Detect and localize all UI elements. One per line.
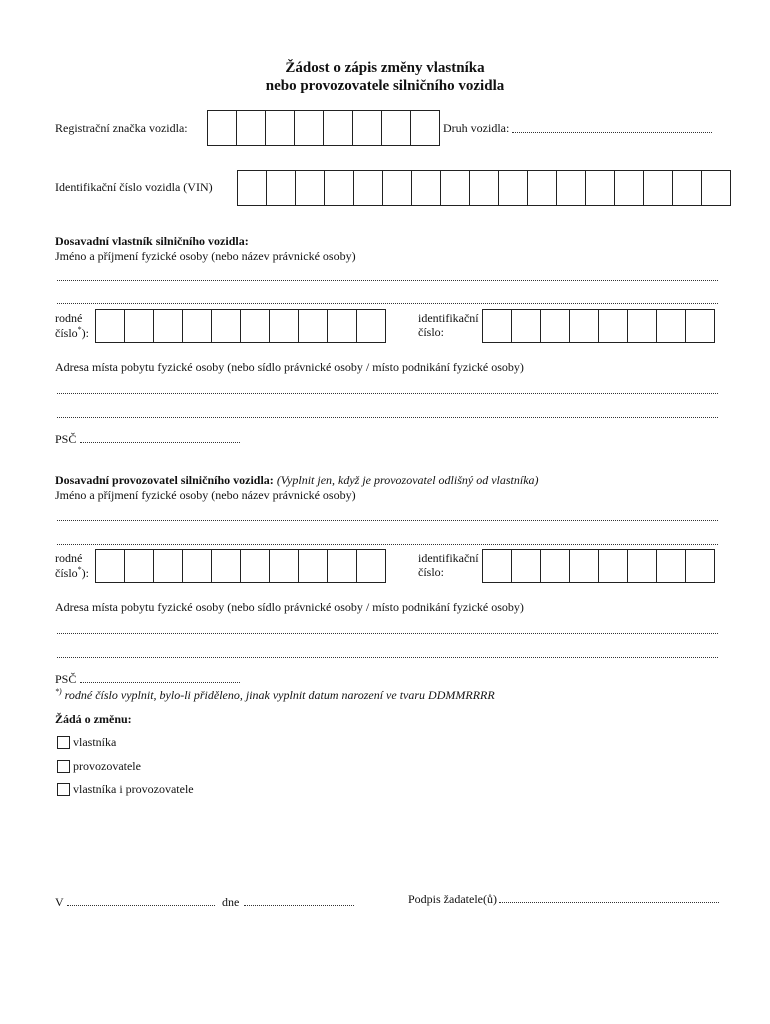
reg-box[interactable] [294, 111, 323, 145]
rc-box[interactable] [96, 550, 124, 582]
rc-box[interactable] [96, 310, 124, 342]
operator-rc-label-2: číslo*): [55, 565, 90, 580]
checkbox-owner-and-operator[interactable] [57, 783, 70, 796]
vin-box[interactable] [266, 171, 295, 205]
ic-box[interactable] [656, 550, 685, 582]
checkbox-operator-label: provozovatele [73, 759, 141, 773]
signature-label: Podpis žadatele(ů) [408, 892, 497, 906]
vin-box[interactable] [498, 171, 527, 205]
owner-id-number-boxes[interactable] [482, 309, 715, 343]
date-label: dne [222, 895, 240, 909]
vin-label: Identifikační číslo vozidla (VIN) [55, 180, 213, 194]
vin-box[interactable] [324, 171, 353, 205]
vin-box[interactable] [353, 171, 382, 205]
owner-ic-label-1: identifikační [418, 311, 479, 325]
rc-box[interactable] [153, 310, 182, 342]
vin-box[interactable] [469, 171, 498, 205]
operator-name-line-1[interactable] [57, 520, 718, 521]
rc-box[interactable] [269, 550, 298, 582]
registration-plate-boxes[interactable] [207, 110, 440, 146]
checkbox-operator[interactable] [57, 760, 70, 773]
rc-box[interactable] [182, 310, 211, 342]
vin-box[interactable] [238, 171, 266, 205]
rc-box[interactable] [153, 550, 182, 582]
vin-boxes[interactable] [237, 170, 731, 206]
owner-psc-line[interactable] [80, 442, 240, 443]
reg-box[interactable] [410, 111, 439, 145]
owner-rc-label-1: rodné [55, 311, 83, 325]
form-title-line-2: nebo provozovatele silničního vozidla [265, 78, 505, 94]
registration-plate-label: Registrační značka vozidla: [55, 121, 188, 135]
rc-box[interactable] [298, 550, 327, 582]
operator-ic-label-1: identifikační [418, 551, 479, 565]
vehicle-type-line[interactable] [512, 132, 712, 133]
rc-box[interactable] [356, 310, 385, 342]
place-line[interactable] [67, 905, 215, 906]
ic-box[interactable] [598, 310, 627, 342]
rc-box[interactable] [211, 310, 240, 342]
vin-box[interactable] [440, 171, 469, 205]
vin-box[interactable] [672, 171, 701, 205]
rc-box[interactable] [269, 310, 298, 342]
ic-box[interactable] [569, 310, 598, 342]
ic-box[interactable] [569, 550, 598, 582]
operator-ic-label-2: číslo: [418, 565, 444, 579]
ic-box[interactable] [483, 550, 511, 582]
operator-address-line-1[interactable] [57, 633, 718, 634]
ic-box[interactable] [627, 310, 656, 342]
owner-birth-number-boxes[interactable] [95, 309, 386, 343]
reg-box[interactable] [381, 111, 410, 145]
owner-address-label: Adresa místa pobytu fyzické osoby (nebo sídlo právnické osoby / místo podnikání fyzické osoby) [55, 360, 524, 374]
vin-box[interactable] [701, 171, 730, 205]
reg-box[interactable] [236, 111, 265, 145]
rc-box[interactable] [124, 550, 153, 582]
owner-name-label: Jméno a příjmení fyzické osoby (nebo název právnické osoby) [55, 249, 356, 263]
rc-box[interactable] [240, 550, 269, 582]
footnote-mark: *) [55, 687, 62, 696]
footnote: *) rodné číslo vyplnit, bylo-li přiděleno, jinak vyplnit datum narození ve tvaru DDMMRRRR [55, 687, 495, 702]
operator-birth-number-boxes[interactable] [95, 549, 386, 583]
owner-name-line-1[interactable] [57, 280, 718, 281]
signature-line[interactable] [499, 902, 719, 903]
rc-box[interactable] [327, 310, 356, 342]
checkbox-owner-label: vlastníka [73, 735, 117, 749]
ic-box[interactable] [511, 310, 540, 342]
owner-ic-label-2: číslo: [418, 325, 444, 339]
operator-address-line-2[interactable] [57, 657, 718, 658]
rc-box[interactable] [124, 310, 153, 342]
date-line[interactable] [244, 905, 354, 906]
change-heading: Žádá o změnu: [55, 712, 132, 726]
ic-box[interactable] [483, 310, 511, 342]
vin-box[interactable] [295, 171, 324, 205]
rc-box[interactable] [298, 310, 327, 342]
vin-box[interactable] [614, 171, 643, 205]
owner-name-line-2[interactable] [57, 303, 718, 304]
owner-psc-label: PSČ [55, 432, 77, 446]
vin-box[interactable] [411, 171, 440, 205]
rc-box[interactable] [356, 550, 385, 582]
operator-name-label: Jméno a příjmení fyzické osoby (nebo název právnické osoby) [55, 488, 356, 502]
ic-box[interactable] [511, 550, 540, 582]
ic-box[interactable] [598, 550, 627, 582]
owner-address-line-1[interactable] [57, 393, 718, 394]
checkbox-owner-and-operator-label: vlastníka i provozovatele [73, 782, 194, 796]
operator-psc-label: PSČ [55, 672, 77, 686]
operator-psc-line[interactable] [80, 682, 240, 683]
vin-box[interactable] [527, 171, 556, 205]
rc-box[interactable] [182, 550, 211, 582]
vin-box[interactable] [643, 171, 672, 205]
ic-box[interactable] [540, 310, 569, 342]
vehicle-type-label: Druh vozidla: [443, 121, 510, 135]
owner-heading: Dosavadní vlastník silničního vozidla: [55, 234, 249, 248]
rc-box[interactable] [211, 550, 240, 582]
rc-box[interactable] [327, 550, 356, 582]
ic-box[interactable] [685, 310, 714, 342]
operator-address-label: Adresa místa pobytu fyzické osoby (nebo sídlo právnické osoby / místo podnikání fyzické osoby) [55, 600, 524, 614]
rc-box[interactable] [240, 310, 269, 342]
operator-rc-label-1: rodné [55, 551, 83, 565]
operator-id-number-boxes[interactable] [482, 549, 715, 583]
operator-name-line-2[interactable] [57, 544, 718, 545]
vin-box[interactable] [556, 171, 585, 205]
operator-heading: Dosavadní provozovatel silničního vozidla: (Vyplnit jen, když je provozovatel odlišný od vlastníka) [55, 473, 539, 487]
vin-box[interactable] [382, 171, 411, 205]
reg-box[interactable] [265, 111, 294, 145]
ic-box[interactable] [540, 550, 569, 582]
reg-box[interactable] [208, 111, 236, 145]
ic-box[interactable] [656, 310, 685, 342]
vin-box[interactable] [585, 171, 614, 205]
reg-box[interactable] [323, 111, 352, 145]
ic-box[interactable] [627, 550, 656, 582]
owner-address-line-2[interactable] [57, 417, 718, 418]
owner-rc-label-2: číslo*): [55, 325, 90, 340]
form-title-line-1: Žádost o zápis změny vlastníka [285, 60, 485, 76]
ic-box[interactable] [685, 550, 714, 582]
reg-box[interactable] [352, 111, 381, 145]
place-label: V [55, 895, 64, 909]
checkbox-owner[interactable] [57, 736, 70, 749]
